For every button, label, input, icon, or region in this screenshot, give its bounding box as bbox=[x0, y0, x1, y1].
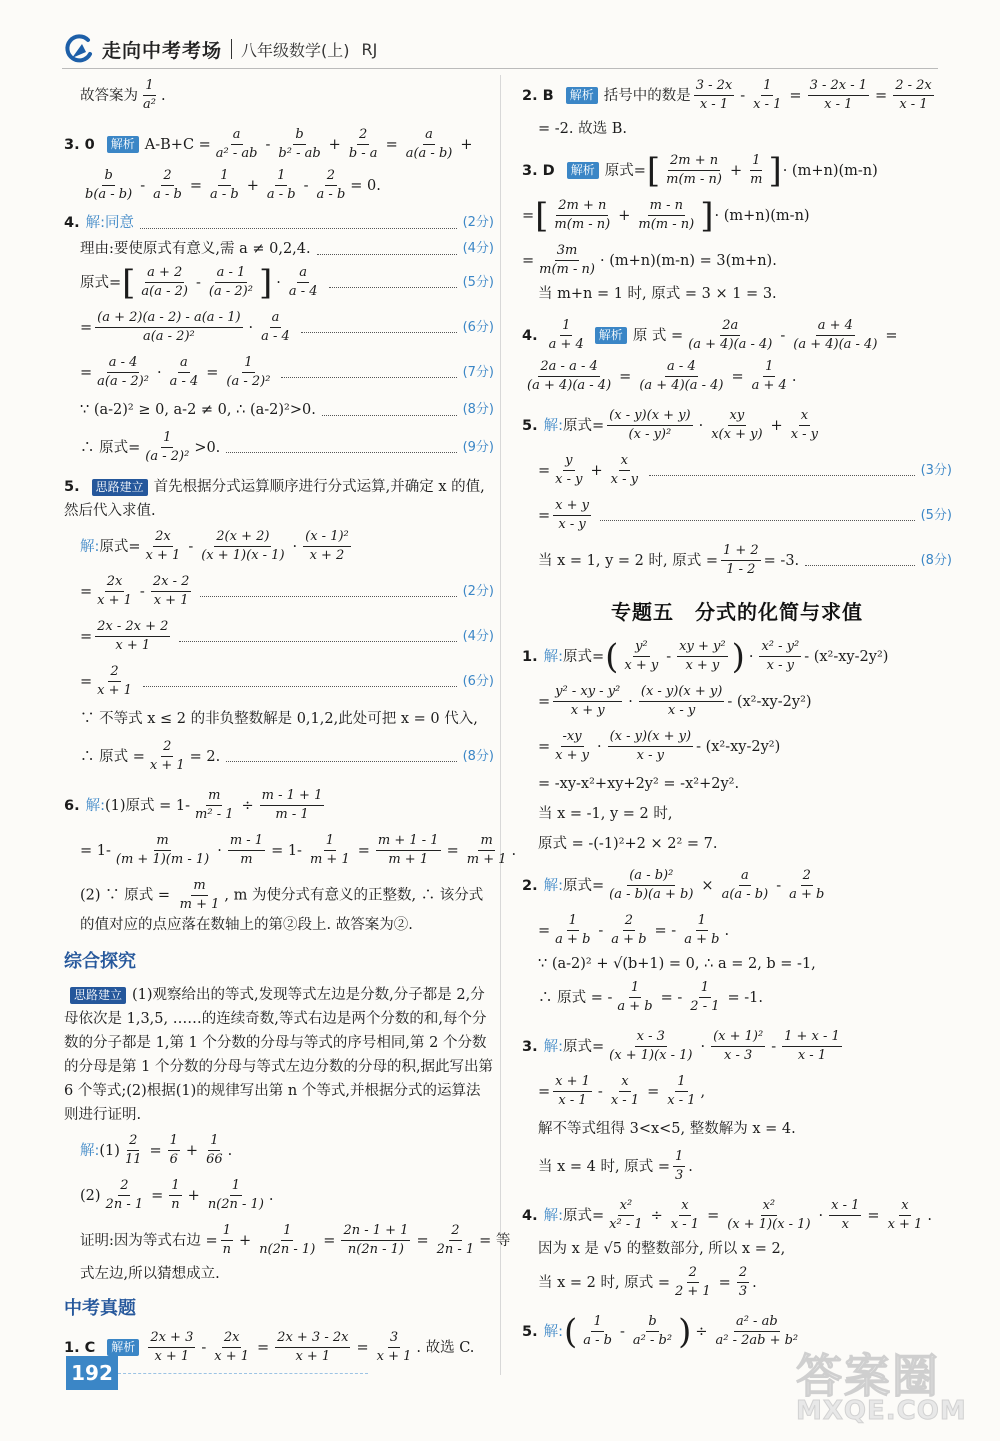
r5-line1: 5. 解: 原式 = $\frac{(x - y)(x + y)}{\text{(x - y)²}}$ · $\frac{xy}{x(x + y)}$ + $\frac{x}{x - y}$ bbox=[522, 408, 819, 442]
q5-line4: = $\frac{2}{x + 1}$ (6分) bbox=[80, 664, 494, 698]
brand-name: 走向中考考场 bbox=[102, 39, 223, 62]
t1-line2: = $\frac{\text{y² - xy - y²}}{x + y}$ · $\frac{(x - y)(x + y)}{x - y}$ - (x²-xy-2y²) bbox=[538, 684, 812, 718]
q4-line1: 4. 解:同意 (2分) bbox=[64, 215, 494, 231]
t3-line3: 解不等式组得 3<x<5, 整数解为 x = 4. bbox=[538, 1121, 796, 1137]
t4-line3: 当 x = 2 时, 原式 = $\frac{2}{2 + 1}$ = $\frac{2}{3}$ . bbox=[538, 1265, 757, 1299]
q6-line2: = 1- $\frac{m}{(m + 1)(m - 1)}$ · $\frac{m - 1}{m}$ = 1- $\frac{1}{m + 1}$ = $\frac{m + 1 - 1}{m + 1}$ = $\frac{m}{m + 1}$ . bbox=[80, 833, 517, 867]
q5-idea: 5. 思路建立 首先根据分式运算顺序进行分式运算,并确定 x 的值,然后代入求值. bbox=[64, 479, 485, 519]
zonghe-line1: 解: (1) $\frac{2}{11}$ = $\frac{1}{6}$ + $\frac{1}{66}$ . bbox=[80, 1133, 233, 1167]
watermark-url: MXQE.COM bbox=[796, 1396, 967, 1426]
r4-line2: $\frac{2a - a - 4}{(a + 4)(a - 4)}$ = $\frac{a - 4}{(a + 4)(a - 4)}$ = $\frac{1}{a + 4}$ . bbox=[527, 359, 797, 393]
answer-line: 故答案为 $\frac{1}{\text{a²}}$ . bbox=[80, 78, 166, 112]
t3-line4: 当 x = 4 时, 原式 = $\frac{1}{3}$ . bbox=[538, 1149, 693, 1183]
zonghe-line2: (2) $\frac{2}{2n - 1}$ = $\frac{1}{n}$ + $\frac{1}{n(2n - 1)}$ . bbox=[80, 1178, 274, 1212]
t5-line1: 5. 解: ( $\frac{1}{a - b}$ - $\frac{b}{\text{a² - b²}}$ ) ÷ $\frac{\text{a² - ab}}{\text{a² - 2ab + b²}}$ bbox=[522, 1311, 799, 1352]
t3-line2: = $\frac{x + 1}{x - 1}$ - $\frac{x}{x - 1}$ = $\frac{1}{x - 1}$ , bbox=[538, 1074, 706, 1108]
section-title-zhongkao: 中考真题 bbox=[64, 1298, 136, 1319]
r3-line4: 当 m+n = 1 时, 原式 = 3 × 1 = 3. bbox=[538, 286, 777, 302]
q5-line2: = $\frac{2x}{x + 1}$ - $\frac{2x - 2}{x + 1}$ (2分) bbox=[80, 574, 494, 608]
q4-line2: 理由:要使原式有意义,需 a ≠ 0,2,4. (4分) bbox=[80, 241, 494, 257]
right-column bbox=[522, 78, 952, 1355]
k1-line: 1. C 解析 $\frac{2x + 3}{x + 1}$ - $\frac{2x}{x + 1}$ = $\frac{2x + 3 - 2x}{x + 1}$ = $\frac{3}{x + 1}$ . 故选 C. bbox=[64, 1330, 475, 1364]
t4-line2: 因为 x 是 √5 的整数部分, 所以 x = 2, bbox=[538, 1241, 786, 1257]
t2-line2: = $\frac{1}{a + b}$ - $\frac{2}{a + b}$ = - $\frac{1}{a + b}$ . bbox=[538, 913, 730, 947]
q5-line1: 解: 原式 = $\frac{2x}{x + 1}$ - $\frac{2(x + 2)}{(x + 1)(x - 1)}$ · $\frac{\text{(x - 1)²}}{x + 2}$ bbox=[80, 529, 349, 563]
zonghe-line3: 证明:因为等式右边 = $\frac{1}{n}$ + $\frac{1}{n(2n - 1)}$ = $\frac{2n - 1 + 1}{n(2n - 1)}$ = $\frac{2}{2n - 1}$ = 等 bbox=[80, 1223, 511, 1257]
q6-line1: 6. 解: (1)原式 = 1- $\frac{m}{\text{m² - 1}}$ ÷ $\frac{m - 1 + 1}{m - 1}$ bbox=[64, 788, 323, 822]
left-column bbox=[64, 78, 517, 1375]
t1-line6: 原式 = -(-1)²+2 × 2² = 7. bbox=[538, 836, 718, 852]
page-number: 192 bbox=[66, 1356, 118, 1390]
r3-line1: 3. D 解析 原式 = [ $\frac{2m + n}{m(m - n)}$ + $\frac{1}{m}$ ] · (m+n)(m-n) bbox=[522, 150, 878, 191]
q6-line3: (2) ∵ 原式 = $\frac{m}{m + 1}$ , m 为使分式有意义的正整数, ∴ 该分式的值对应的点应落在数轴上的第②段上. 故答案为②. bbox=[80, 878, 484, 933]
q3-line1: 3. 0 解析 A-B+C = $\frac{a}{\text{a² - ab}}$ - $\frac{b}{\text{b² - ab}}$ + $\frac{2}{b - a}$ = $\frac{a}{a(a - b)}$ + bbox=[64, 127, 473, 161]
footer-rule bbox=[118, 1373, 368, 1374]
q5-line6: ∴ 原式 = $\frac{2}{x + 1}$ = 2. (8分) bbox=[80, 739, 494, 773]
column-divider bbox=[500, 75, 501, 1375]
r3-line2: = [ $\frac{2m + n}{m(m - n)}$ + $\frac{m - n}{m(m - n)}$ ] · (m+n)(m-n) bbox=[522, 195, 810, 236]
zonghe-idea: 思路建立 (1)观察给出的等式,发现等式左边是分数,分子都是 2,分母依次是 1,3,5, ……的连续奇数,等式右边是两个分数的和,每个分数的分子都是 1,第 1 个分数的分母与等式的序号相同,第 2 个分数的分母是第 1 个分数的分母与等式左边分数的分母的积,据此写出第 6 个等式;(2)根据(1)的规律写出第 n 个等式,并根据分式的运算法则进行证明. bbox=[64, 987, 494, 1123]
q3-line2: $\frac{b}{b(a - b)}$ - $\frac{2}{a - b}$ = $\frac{1}{a - b}$ + $\frac{1}{a - b}$ - $\frac{2}{a - b}$ = 0. bbox=[85, 168, 381, 202]
t3-line1: 3. 解: 原式 = $\frac{x - 3}{(x + 1)(x - 1)}$ · $\frac{\text{(x + 1)²}}{x - 3}$ - $\frac{1 + x - 1}{x - 1}$ bbox=[522, 1029, 840, 1063]
t4-line1: 4. 解: 原式 = $\frac{\text{x²}}{\text{x² - 1}}$ ÷ $\frac{x}{x - 1}$ = $\frac{\text{x²}}{(x + 1)(x - 1)}$ · $\frac{x - 1}{x}$ = $\frac{x}{x + 1}$ . bbox=[522, 1198, 932, 1232]
t2-line1: 2. 解: 原式 = $\frac{\text{(a - b)²}}{(a - b)(a + b)}$ × $\frac{a}{a(a - b)}$ - $\frac{2}{a + b}$ bbox=[522, 868, 825, 902]
q4-line5: = $\frac{a - 4}{\text{a(a - 2)²}}$ · $\frac{a}{a - 4}$ = $\frac{1}{\text{(a - 2)²}}$ (7分) bbox=[80, 355, 494, 389]
q4-line3: 原式 = [ $\frac{a + 2}{a(a - 2)}$ - $\frac{a - 1}{\text{(a - 2)²}}$ ] · $\frac{a}{a - 4}$ (5分) bbox=[80, 262, 494, 303]
brand-logo-icon bbox=[62, 32, 96, 66]
q4-line7: ∴ 原式= $\frac{1}{\text{(a - 2)²}}$ >0. (9分) bbox=[80, 430, 494, 464]
q5-line3: = $\frac{2x - 2x + 2}{x + 1}$ (4分) bbox=[80, 619, 494, 653]
t1-line3: = $\frac{-xy}{x + y}$ · $\frac{(x - y)(x + y)}{x - y}$ - (x²-xy-2y²) bbox=[538, 729, 781, 763]
q4-line6: ∵ (a-2)² ≥ 0, a-2 ≠ 0, ∴ (a-2)²>0. (8分) bbox=[80, 402, 494, 418]
t1-line1: 1. 解: 原式 = ( $\frac{\text{y²}}{x + y}$ - $\frac{\text{xy + y²}}{x + y}$ ) · $\frac{\text{x² - y²}}{x - y}$ - (x²-xy-2y²) bbox=[522, 636, 889, 677]
zonghe-line4: 式左边,所以猜想成立. bbox=[80, 1266, 220, 1282]
page-header bbox=[62, 32, 377, 66]
topic-title: 专题五 分式的化简与求值 bbox=[611, 600, 863, 624]
q4-line4: = $\frac{(a + 2)(a - 2) - a(a - 1)}{\text{a(a - 2)²}}$ · $\frac{a}{a - 4}$ (6分) bbox=[80, 310, 494, 344]
r5-line3: = $\frac{x + y}{x - y}$ (5分) bbox=[538, 498, 952, 532]
r5-line4: 当 x = 1, y = 2 时, 原式 = $\frac{1 + 2}{1 - 2}$ = -3. (8分) bbox=[538, 543, 952, 577]
q5-line5: ∵ 不等式 x ≤ 2 的非负整数解是 0,1,2,此处可把 x = 0 代入, bbox=[80, 711, 478, 727]
header-divider bbox=[231, 39, 232, 59]
header-rule bbox=[62, 68, 938, 69]
r3-line3: = $\frac{3m}{m(m - n)}$ · (m+n)(m-n) = 3(m+n). bbox=[522, 243, 777, 277]
t2-line4: ∴ 原式 = - $\frac{1}{a + b}$ = - $\frac{1}{2 - 1}$ = -1. bbox=[538, 980, 763, 1014]
section-title-zonghe: 综合探究 bbox=[64, 951, 136, 972]
r4-line1: 4. $\frac{1}{a + 4}$ 解析 原 式 = $\frac{2a}{(a + 4)(a - 4)}$ - $\frac{a + 4}{(a + 4)(a - 4)}$ = bbox=[522, 318, 898, 352]
r2-line2: = -2. 故选 B. bbox=[538, 121, 627, 137]
watermark-logo: 答案圈 bbox=[796, 1349, 940, 1403]
t1-line5: 当 x = -1, y = 2 时, bbox=[538, 806, 673, 822]
t1-line4: = -xy-x²+xy+2y² = -x²+2y². bbox=[538, 776, 740, 792]
jiexi-tag: 解析 bbox=[107, 136, 139, 153]
grade-label: 八年级数学(上) bbox=[241, 40, 350, 60]
t2-line3: ∵ (a-2)² + √(b+1) = 0, ∴ a = 2, b = -1, bbox=[538, 956, 816, 972]
edition-label: RJ bbox=[361, 39, 378, 59]
r5-line2: = $\frac{y}{x - y}$ + $\frac{x}{x - y}$ (3分) bbox=[538, 453, 952, 487]
r2-line1: 2. B 解析 括号中的数是 $\frac{3 - 2x}{x - 1}$ - $\frac{1}{x - 1}$ = $\frac{3 - 2x - 1}{x - 1}$ = $\frac{2 - 2x}{x - 1}$ bbox=[522, 78, 932, 112]
